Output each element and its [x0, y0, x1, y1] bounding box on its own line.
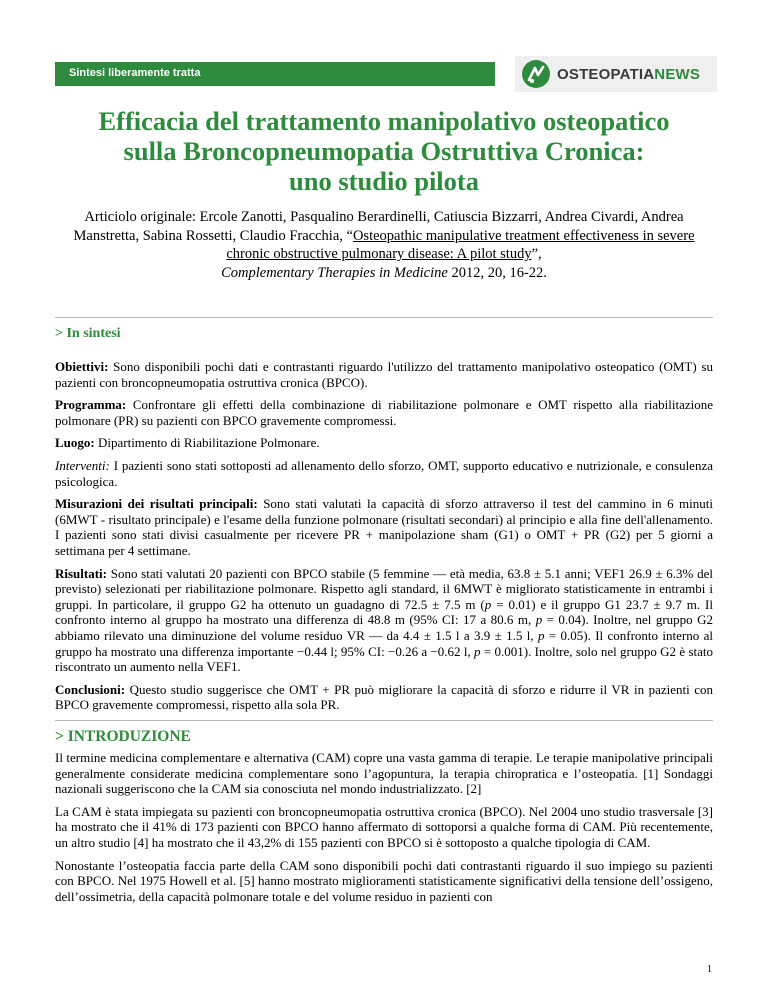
- risultati-text-5: = 0.001). Inoltre, solo nel gruppo G2 è stato riscontrato un aumento nella VEF1.: [55, 643, 713, 675]
- risultati-text-1: Sono stati valutati 20 pazienti con BPCO stabile (5 femmine — età media, 63.8 ± 5.1 anni; VEF1 26.9 ± 6.3% del previsto) selezionati per riabilitazione polmonare. Rispetto agli standard, il 6MWT è migliorato statisticamente in entrambi i gruppi. In particolare, il gruppo G2 ha ottenuto un guadagno di 72.5 ± 7.5 m (: [55, 565, 713, 612]
- obiettivi-label: Obiettivi:: [55, 359, 109, 374]
- osteopatianews-logo-icon: [521, 59, 551, 89]
- summary-body: [55, 359, 713, 720]
- p-symbol: p: [537, 627, 545, 643]
- misurazioni-text: Sono stati valutati la capacità di sforzo attraverso il test del cammino in 6 minuti (6MWT - risultato principale) e l'esame della funzione polmonare (risultati secondari) al principio e alla fine dell'allenamento. I pazienti sono stati divisi casualmente per ricevere PR + manipolazione sham (G1) o OMT + PR (G2) per 5 giorni a settimana per 4 settimane.: [55, 496, 713, 558]
- conclusioni-paragraph: [55, 682, 713, 713]
- misurazioni-paragraph: [55, 496, 713, 558]
- risultati-text-4: = 0.05). Il confronto interno al gruppo ha mostrato una differenza importante −0.44 l; 95% CI: −0.26 a −0.62 l,: [55, 627, 713, 659]
- title-line-1: Efficacia del trattamento manipolativo osteopatico: [98, 106, 670, 136]
- risultati-label: Risultati:: [55, 565, 107, 581]
- programma-label: Programma:: [55, 397, 127, 413]
- osteopatianews-logo: [515, 56, 717, 92]
- obiettivi-paragraph: [55, 359, 713, 390]
- p-symbol: p: [535, 612, 543, 628]
- citation-authors: Articiolo originale: Ercole Zanotti, Pasqualino Berardinelli, Catiuscia Bizzarri, Andrea Civardi, Andrea Manstretta, Sabina Rossetti, Claudio Fracchia, “: [73, 209, 684, 244]
- citation-article-title: Osteopathic manipulative treatment effectiveness in severe chronic obstructive pulmonary disease: A pilot study: [226, 227, 695, 262]
- p-symbol: p: [484, 596, 492, 612]
- header-banner: [55, 62, 495, 86]
- conclusioni-label: Conclusioni:: [55, 681, 126, 697]
- programma-paragraph: [55, 397, 713, 428]
- misurazioni-label: Misurazioni dei risultati principali:: [55, 496, 258, 512]
- section-divider: [55, 317, 713, 318]
- logo-text-news: NEWS: [654, 65, 701, 83]
- luogo-text: Dipartimento di Riabilitazione Polmonare.: [94, 435, 320, 451]
- title-line-3: uno studio pilota: [289, 166, 479, 196]
- interventi-text: I pazienti sono stati sottoposti ad allenamento dello sforzo, OMT, supporto educativo e nutrizionale, e consulenza psicologica.: [55, 457, 713, 489]
- conclusioni-text: Questo studio suggerisce che OMT + PR può migliorare la capacità di sforzo e ridurre il VR in pazienti con BPCO gravemente compromessi, rispetto alla sola PR.: [55, 681, 713, 713]
- interventi-label: Interventi:: [55, 457, 110, 473]
- obiettivi-text: Sono disponibili pochi dati e contrastanti riguardo l'utilizzo del trattamento manipolativo osteopatico (OMT) su pazienti con broncopneumopatia ostruttiva cronica (BPCO).: [55, 359, 713, 390]
- risultati-text-2: = 0.01) e il gruppo G1 23.7 ± 9.7 m. Il confronto interno al gruppo ha mostrato una differenza di 48.8 m (95% CI: 17 a 80.6 m,: [55, 596, 713, 628]
- section-divider: [55, 720, 713, 721]
- page-number: 1: [707, 964, 712, 975]
- risultati-paragraph: [55, 566, 713, 675]
- interventi-paragraph: [55, 458, 713, 489]
- luogo-paragraph: [55, 435, 713, 451]
- banner-label: Sintesi liberamente tratta: [69, 67, 201, 79]
- intro-paragraph-1: Il termine medicina complementare e alternativa (CAM) copre una vasta gamma di terapie. Le terapie manipolative principali generalmente considerate medicina complementare sono l’agopuntura, la terapia chiropratica e l’osteopatia. [1] Sondaggi nazionali suggeriscono che la CAM sia conosciuta nel mondo industrializzato. [2]: [55, 750, 713, 797]
- citation: [60, 208, 708, 282]
- logo-text: [557, 66, 700, 83]
- p-symbol: p: [474, 643, 481, 659]
- title-line-2: sulla Broncopneumopatia Ostruttiva Cronica:: [123, 136, 645, 166]
- page-title: [60, 106, 708, 196]
- programma-text: Confrontare gli effetti della combinazione di riabilitazione polmonare e OMT rispetto alla riabilitazione polmonare (PR) su pazienti con BPCO gravemente compromessi.: [55, 397, 713, 428]
- citation-journal: Complementary Therapies in Medicine: [221, 264, 448, 281]
- logo-text-osteopatia: OSTEOPATIA: [557, 65, 655, 83]
- citation-details: 2012, 20, 16-22.: [447, 264, 547, 281]
- intro-heading: > INTRODUZIONE: [55, 728, 191, 745]
- risultati-text-3: = 0.04). Inoltre, nel gruppo G2 abbiamo rilevato una diminuzione del volume residuo VR — da 4.4 ± 1.5 l a 3.9 ± 1.5 l,: [55, 612, 713, 643]
- intro-paragraph-3: Nonostante l’osteopatia faccia parte della CAM sono disponibili pochi dati contrastanti riguardo il suo impiego su pazienti con BPCO. Nel 1975 Howell et al. [5] hanno mostrato miglioramenti statisticamente significativi della tensione dell’ossigeno, dell’ossimetria, della capacità polmonare totale e del volume residuo in pazienti con: [55, 857, 713, 904]
- summary-heading: > In sintesi: [55, 326, 121, 341]
- luogo-label: Luogo:: [55, 435, 95, 451]
- intro-body: [55, 750, 713, 911]
- intro-paragraph-2: La CAM è stata impiegata su pazienti con broncopneumopatia ostruttiva cronica (BPCO). Nel 2004 uno studio trasversale [3] ha mostrato che il 41% di 173 pazienti con BPCO hanno affermato di sottoporsi a qualche forma di CAM. Più recentemente, un altro studio [4] ha mostrato che il 43,2% di 155 pazienti con BPCO si è sottoposto a qualche tipologia di CAM.: [55, 803, 713, 850]
- citation-title-close: ”,: [531, 246, 542, 262]
